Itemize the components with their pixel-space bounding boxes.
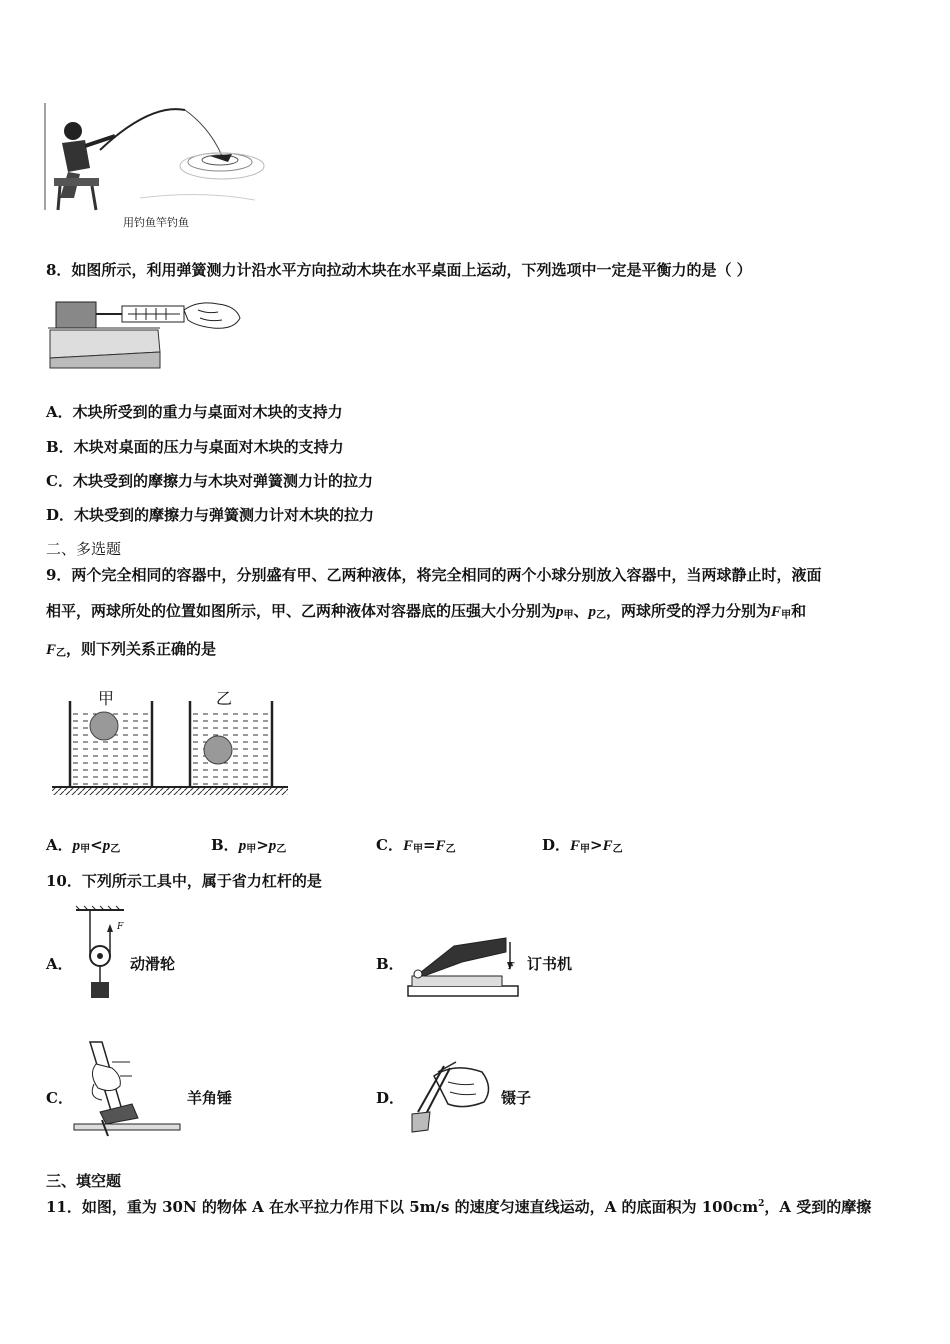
q10-option-a-name: 动滑轮	[130, 955, 176, 973]
q9-option-c-left: F	[402, 838, 413, 854]
q9-line2-text-a: 相平，两球所处的位置如图所示，甲、乙两种液体对容器底的压强大小分别为	[46, 602, 557, 620]
q9-option-c-right: F	[435, 838, 446, 854]
q11-stem-text-a: 11．如图，重为 30N 的物体 A 在水平拉力作用下以 5m/s 的速度匀速直线运动，A 的底面积为 100cm	[46, 1198, 759, 1216]
q9-option-b-left: p	[238, 838, 247, 854]
q9-option-a	[46, 838, 120, 855]
q9-p-yi-symbol: p	[588, 604, 597, 620]
q9-line3-text: ，则下列关系正确的是	[66, 640, 217, 658]
q9-line2-text-d: 和	[791, 602, 807, 620]
stapler-force-label: F	[508, 962, 515, 972]
container-label-jia: 甲	[98, 689, 115, 708]
q11-stem-text-b: ，A 受到的摩擦	[764, 1198, 872, 1216]
q9-option-d-right: F	[602, 838, 613, 854]
q8-option-d: D．木块受到的摩擦力与弹簧测力计对木块的拉力	[46, 506, 375, 524]
q9-option-c-rel: =	[422, 836, 436, 854]
q9-option-b-left-sub: 甲	[246, 844, 257, 855]
q9-option-d-label: D．	[542, 836, 571, 854]
q9-line2-text-b: 、	[573, 602, 589, 620]
q9-f-yi-sub: 乙	[56, 648, 67, 659]
q9-option-d-left: F	[570, 838, 581, 854]
q9-line2-text-c: ，两球所受的浮力分别为	[606, 602, 772, 620]
q9-option-d-right-sub: 乙	[612, 844, 623, 855]
q9-option-a-right-sub: 乙	[110, 844, 121, 855]
q9-option-a-left: p	[72, 838, 81, 854]
q9-option-a-right: p	[102, 838, 111, 854]
q10-option-d-label: D．	[376, 1089, 405, 1107]
q9-option-d-left-sub: 甲	[580, 844, 591, 855]
q9-option-d-rel: >	[590, 836, 603, 854]
containers-figure	[52, 683, 292, 798]
q10-option-c-label: C．	[46, 1089, 73, 1107]
pulley-force-label: F	[117, 922, 124, 932]
q8-option-c: C．木块受到的摩擦力与木块对弹簧测力计的拉力	[46, 472, 373, 490]
q8-stem: 8．如图所示，利用弹簧测力计沿水平方向拉动木块在水平桌面上运动，下列选项中一定是平衡力的是（ ）	[46, 261, 752, 279]
q9-option-b-label: B．	[211, 836, 239, 854]
q9-line3	[46, 642, 216, 659]
q11-stem-sup: 2	[758, 1199, 765, 1209]
q9-p-jia-sub: 甲	[563, 610, 574, 621]
q9-line2	[46, 604, 806, 621]
container-label-yi: 乙	[216, 689, 233, 708]
fishing-caption: 用钓鱼竿钓鱼	[123, 216, 189, 229]
q9-f-jia-sub: 甲	[781, 610, 792, 621]
q9-f-yi-symbol: F	[46, 642, 57, 658]
q9-p-jia-symbol: p	[556, 604, 564, 620]
q10-option-b-label: B．	[376, 955, 404, 973]
q9-option-d	[542, 838, 623, 855]
q9-option-b-right: p	[268, 838, 277, 854]
section2-title: 二、多选题	[46, 540, 122, 558]
q10-option-c-name: 羊角锤	[187, 1089, 233, 1107]
q11-stem	[46, 1200, 871, 1215]
q10-stem: 10．下列所示工具中，属于省力杠杆的是	[46, 872, 322, 890]
q8-option-b: B．木块对桌面的压力与桌面对木块的支持力	[46, 438, 344, 456]
q10-option-a-label: A．	[46, 955, 73, 973]
q9-option-b-right-sub: 乙	[276, 844, 287, 855]
section3-title: 三、填空题	[46, 1172, 122, 1190]
q9-option-a-label: A．	[46, 836, 73, 854]
claw-hammer-icon	[72, 1038, 184, 1138]
fishing-figure	[40, 98, 260, 233]
q9-option-c-left-sub: 甲	[412, 844, 423, 855]
q9-line1: 9．两个完全相同的容器中，分别盛有甲、乙两种液体，将完全相同的两个小球分别放入容器中，当两球静止时，液面	[46, 566, 822, 584]
movable-pulley-icon	[72, 906, 132, 1006]
q10-option-b-name: 订书机	[527, 955, 573, 973]
q9-option-c-right-sub: 乙	[445, 844, 456, 855]
q8-option-a: A．木块所受到的重力与桌面对木块的支持力	[46, 403, 343, 421]
q10-option-d-name: 镊子	[501, 1089, 532, 1107]
q9-option-a-rel: <	[90, 836, 103, 854]
q9-option-b	[211, 838, 286, 855]
q9-option-c	[376, 838, 456, 855]
stapler-icon	[402, 932, 524, 1000]
q9-option-c-label: C．	[376, 836, 403, 854]
q9-p-yi-sub: 乙	[596, 610, 607, 621]
q9-option-a-left-sub: 甲	[80, 844, 91, 855]
q9-f-jia-symbol: F	[771, 604, 782, 620]
tweezers-icon	[404, 1058, 496, 1138]
spring-scale-figure	[48, 292, 248, 372]
q9-option-b-rel: >	[256, 836, 269, 854]
